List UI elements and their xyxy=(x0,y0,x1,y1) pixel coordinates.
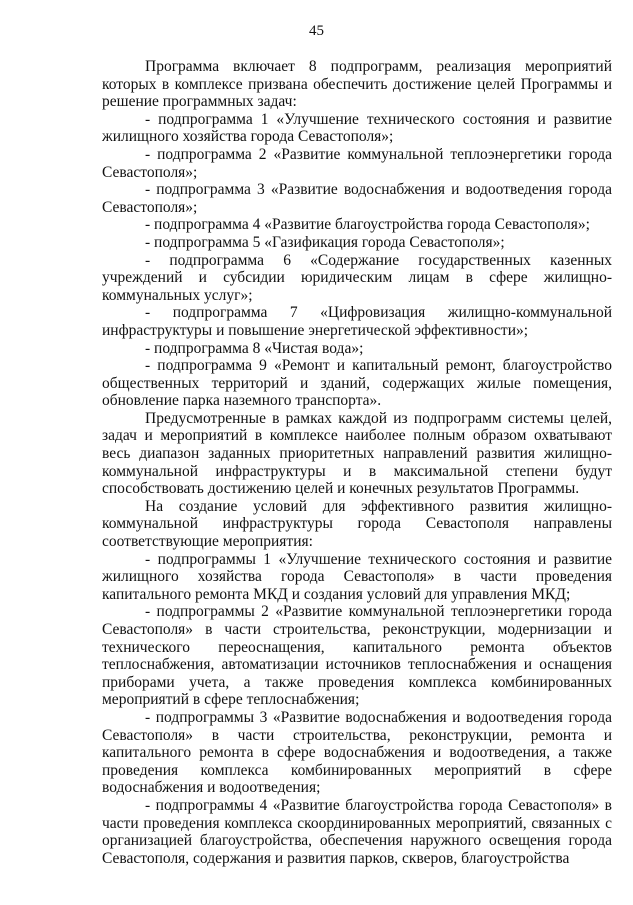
list-item-subprogram-1: - подпрограмма 1 «Улучшение технического состояния и развитие жилищного хозяйства города Севастополя»; xyxy=(102,110,612,146)
list-item-subprogram-9: - подпрограмма 9 «Ремонт и капитальный ремонт, благоустройство общественных территорий и зданий, содержащих жилые помещения, обновление парка наземного транспорта». xyxy=(102,357,612,410)
measure-item-subprogram-4: - подпрограммы 4 «Развитие благоустройства города Севастополя» в части проведения комплекса скоординированных мероприятий, связанных с организацией благоустройства, обеспечения наружного освещения города Севастополя, содержания и развития парков, скверов, благоустройства xyxy=(102,796,612,867)
body-paragraph: На создание условий для эффективного развития жилищно-коммунальной инфраструктуры города Севастополя направлены соответствующие мероприятия: xyxy=(102,497,612,551)
list-item-subprogram-2: - подпрограмма 2 «Развитие коммунальной теплоэнергетики города Севастополя»; xyxy=(102,145,612,181)
document-body xyxy=(102,58,612,867)
page-number: 45 xyxy=(309,23,324,39)
list-item-subprogram-7: - подпрограмма 7 «Цифровизация жилищно-коммунальной инфраструктуры и повышение энергетической эффективности»; xyxy=(102,304,612,339)
list-item-subprogram-3: - подпрограмма 3 «Развитие водоснабжения и водоотведения города Севастополя»; xyxy=(102,181,612,216)
intro-paragraph: Программа включает 8 подпрограмм, реализация мероприятий которых в комплексе призвана обеспечить достижение целей Программы и решение программных задач: xyxy=(102,58,612,111)
list-item-subprogram-6: - подпрограмма 6 «Содержание государственных казенных учреждений и субсидии юридическим лицам в сфере жилищно-коммунальных услуг»; xyxy=(102,251,612,304)
list-item-subprogram-8: - подпрограмма 8 «Чистая вода»; xyxy=(145,339,364,357)
list-item-subprogram-5: - подпрограмма 5 «Газификация города Севастополя»; xyxy=(145,233,505,251)
list-item-subprogram-4: - подпрограмма 4 «Развитие благоустройства города Севастополя»; xyxy=(145,216,590,234)
measure-item-subprogram-2: - подпрограммы 2 «Развитие коммунальной теплоэнергетики города Севастополя» в части строительства, реконструкции, модернизации и технического переоснащения, капитального ремонта объектов теплоснабжения, автоматизации источников теплоснабжения и оснащения приборами учета, а также проведения комплекса комбинированных мероприятий в сфере теплоснабжения; xyxy=(102,603,612,709)
measure-item-subprogram-1: - подпрограммы 1 «Улучшение технического состояния и развитие жилищного хозяйства города Севастополя» в части проведения капитального ремонта МКД и создания условий для управления МКД; xyxy=(102,550,612,603)
measure-item-subprogram-3: - подпрограммы 3 «Развитие водоснабжения и водоотведения города Севастополя» в части строительства, реконструкции, ремонта и капитального ремонта в сфере водоснабжения и водоотведения, а также проведения комплекса комбинированных мероприятий в сфере водоснабжения и водоотведения; xyxy=(102,708,612,797)
body-paragraph: Предусмотренные в рамках каждой из подпрограмм системы целей, задач и мероприятий в комплексе наиболее полным образом охватывают весь диапазон заданных приоритетных направлений развития жилищно-коммунальной инфраструктуры и в максимальной степени будут способствовать достижению целей и конечных результатов Программы. xyxy=(102,409,612,498)
